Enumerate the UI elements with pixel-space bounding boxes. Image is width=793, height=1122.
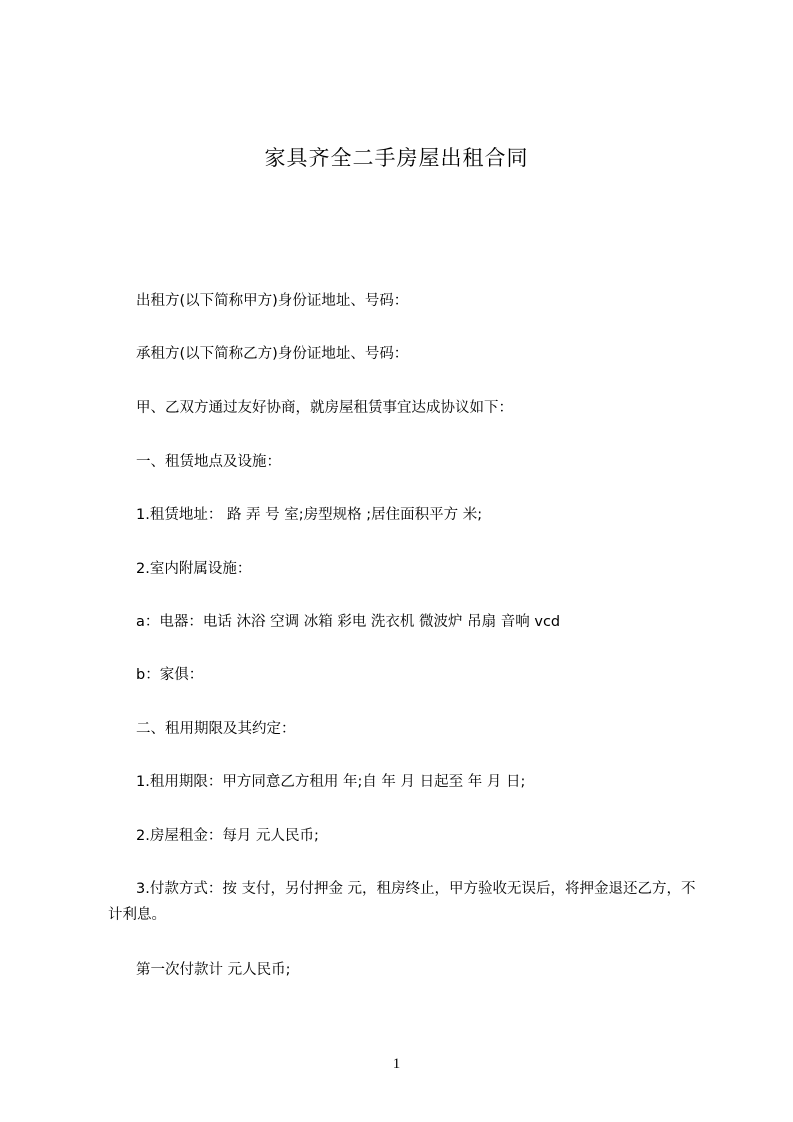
paragraph-agreement-intro: 甲、乙双方通过友好协商，就房屋租赁事宜达成协议如下： [136, 400, 513, 416]
paragraph-lessor: 出租方(以下简称甲方)身份证地址、号码： [136, 293, 409, 309]
clause-lease-term: 1.租用期限：甲方同意乙方租用 年;自 年 月 日起至 年 月 日; [136, 774, 526, 790]
clause-furniture: b：家俱： [136, 667, 204, 683]
clause-rental-address: 1.租赁地址： 路 弄 号 室;房型规格 ;居住面积平方 米; [136, 507, 483, 523]
section-heading-location: 一、租赁地点及设施： [136, 454, 281, 470]
clause-facilities: 2.室内附属设施： [136, 561, 252, 577]
clause-payment-method: 3.付款方式：按 支付，另付押金 元，租房终止，甲方验收无误后，将押金退还乙方，不计利息。 [108, 881, 696, 923]
clause-first-payment: 第一次付款计 元人民币; [136, 962, 291, 978]
section-heading-term: 二、租用期限及其约定： [136, 721, 296, 737]
clause-rent: 2.房屋租金：每月 元人民币; [136, 828, 319, 844]
page-number: 1 [392, 1056, 401, 1072]
clause-appliances: a：电器：电话 沐浴 空调 冰箱 彩电 洗衣机 微波炉 吊扇 音响 vcd [136, 614, 561, 630]
paragraph-lessee: 承租方(以下简称乙方)身份证地址、号码： [136, 346, 409, 362]
document-title: 家具齐全二手房屋出租合同 [264, 146, 529, 170]
